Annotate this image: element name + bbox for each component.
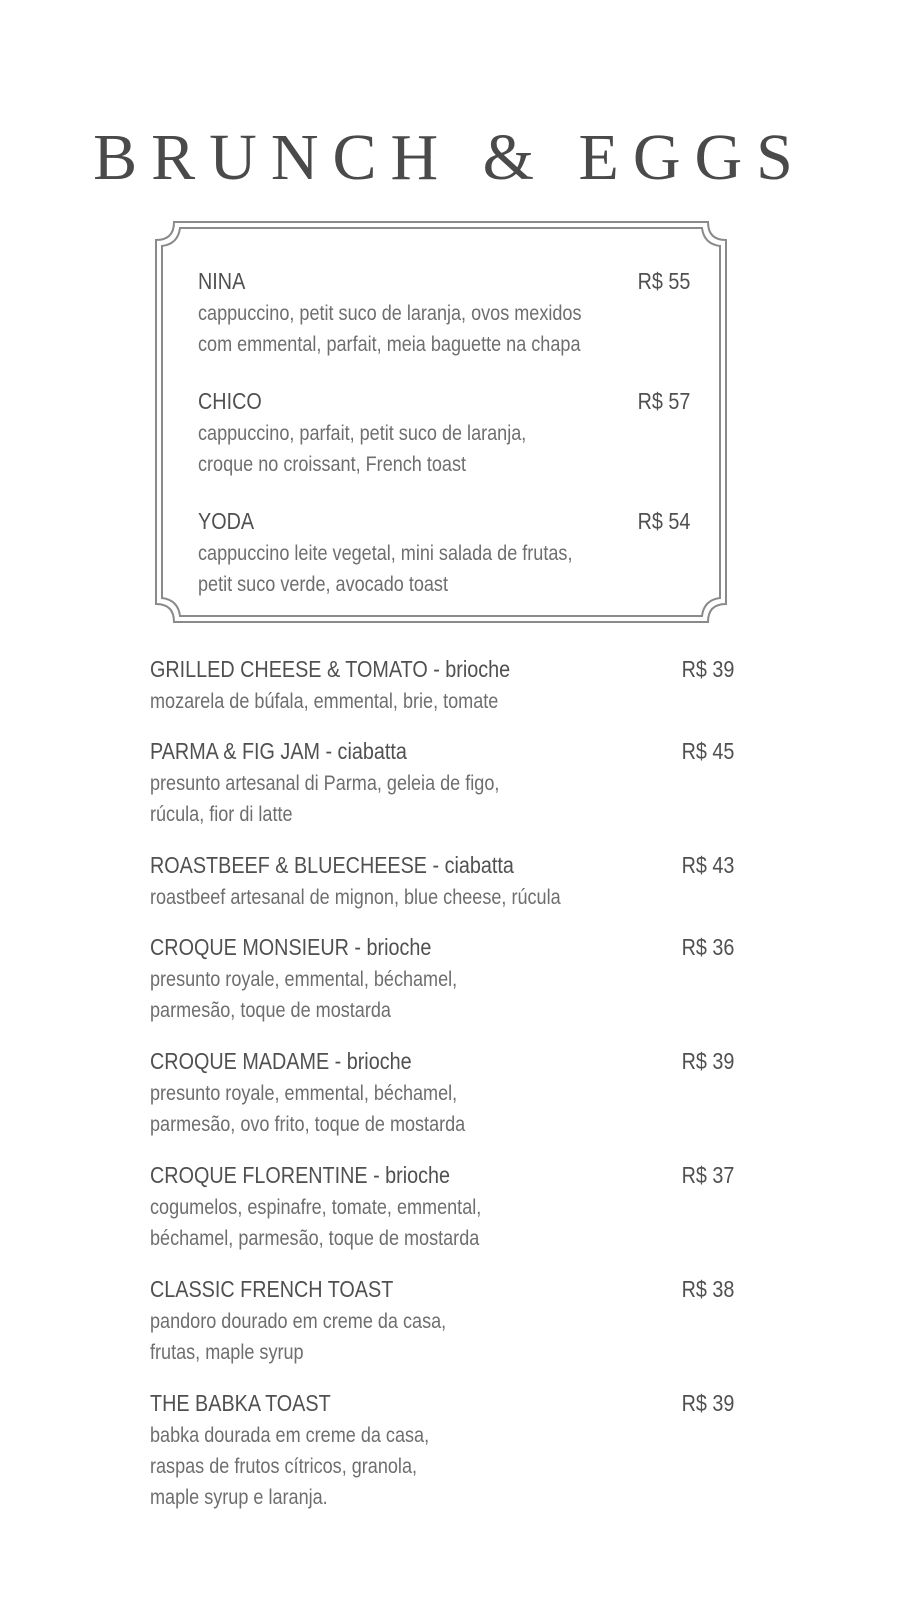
- combo-item: [198, 384, 690, 504]
- item-desc: rúcula, fior di latte: [150, 803, 293, 826]
- item-price: R$ 39: [681, 656, 734, 682]
- item-desc: presunto royale, emmental, béchamel,: [150, 1082, 458, 1105]
- menu-item: [150, 734, 734, 848]
- item-name: CROQUE MONSIEUR - brioche: [150, 934, 432, 960]
- item-price: R$ 39: [681, 1390, 734, 1416]
- combo-price: R$ 54: [637, 508, 690, 534]
- menu-item: [150, 848, 734, 930]
- combo-item: [198, 504, 690, 624]
- menu-item: [150, 1272, 734, 1386]
- item-desc: cogumelos, espinafre, tomate, emmental,: [150, 1196, 482, 1219]
- item-name: THE BABKA TOAST: [150, 1390, 331, 1416]
- item-desc: mozarela de búfala, emmental, brie, tomate: [150, 690, 499, 713]
- combo-item: [198, 264, 690, 384]
- combo-desc: com emmental, parfait, meia baguette na chapa: [198, 333, 581, 356]
- combo-desc: petit suco verde, avocado toast: [198, 573, 448, 596]
- item-desc: frutas, maple syrup: [150, 1341, 304, 1364]
- page-title: BRUNCH & EGGS: [93, 121, 807, 194]
- item-desc: babka dourada em creme da casa,: [150, 1424, 430, 1447]
- item-name: ROASTBEEF & BLUECHEESE - ciabatta: [150, 852, 514, 878]
- combo-desc: cappuccino, petit suco de laranja, ovos mexidos: [198, 302, 582, 325]
- item-desc: parmesão, ovo frito, toque de mostarda: [150, 1113, 466, 1136]
- item-desc: raspas de frutos cítricos, granola,: [150, 1455, 418, 1478]
- item-desc: pandoro dourado em creme da casa,: [150, 1310, 447, 1333]
- menu-item: [150, 1158, 734, 1272]
- combo-name: NINA: [198, 268, 246, 294]
- menu-item: [150, 652, 734, 734]
- combo-desc: cappuccino leite vegetal, mini salada de frutas,: [198, 542, 573, 565]
- item-desc: roastbeef artesanal de mignon, blue cheese, rúcula: [150, 886, 561, 909]
- item-desc: presunto royale, emmental, béchamel,: [150, 968, 458, 991]
- combo-desc: croque no croissant, French toast: [198, 453, 467, 476]
- item-price: R$ 43: [681, 852, 734, 878]
- item-price: R$ 37: [681, 1162, 734, 1188]
- combo-price: R$ 55: [637, 268, 690, 294]
- item-name: CROQUE MADAME - brioche: [150, 1048, 412, 1074]
- menu-list: [150, 652, 734, 1516]
- item-price: R$ 38: [681, 1276, 734, 1302]
- menu-item: [150, 1044, 734, 1158]
- menu-item: [150, 1386, 734, 1516]
- item-name: CROQUE FLORENTINE - brioche: [150, 1162, 451, 1188]
- item-desc: presunto artesanal di Parma, geleia de figo,: [150, 772, 500, 795]
- combo-price: R$ 57: [637, 388, 690, 414]
- combo-name: YODA: [198, 508, 255, 534]
- menu-item: [150, 930, 734, 1044]
- item-name: CLASSIC FRENCH TOAST: [150, 1276, 394, 1302]
- item-price: R$ 36: [681, 934, 734, 960]
- item-name: GRILLED CHEESE & TOMATO - brioche: [150, 656, 511, 682]
- combo-list: [198, 264, 690, 624]
- item-name: PARMA & FIG JAM - ciabatta: [150, 738, 407, 764]
- item-price: R$ 45: [681, 738, 734, 764]
- item-desc: parmesão, toque de mostarda: [150, 999, 391, 1022]
- item-desc: béchamel, parmesão, toque de mostarda: [150, 1227, 480, 1250]
- combo-desc: cappuccino, parfait, petit suco de laranja,: [198, 422, 527, 445]
- combo-name: CHICO: [198, 388, 262, 414]
- item-desc: maple syrup e laranja.: [150, 1486, 328, 1509]
- item-price: R$ 39: [681, 1048, 734, 1074]
